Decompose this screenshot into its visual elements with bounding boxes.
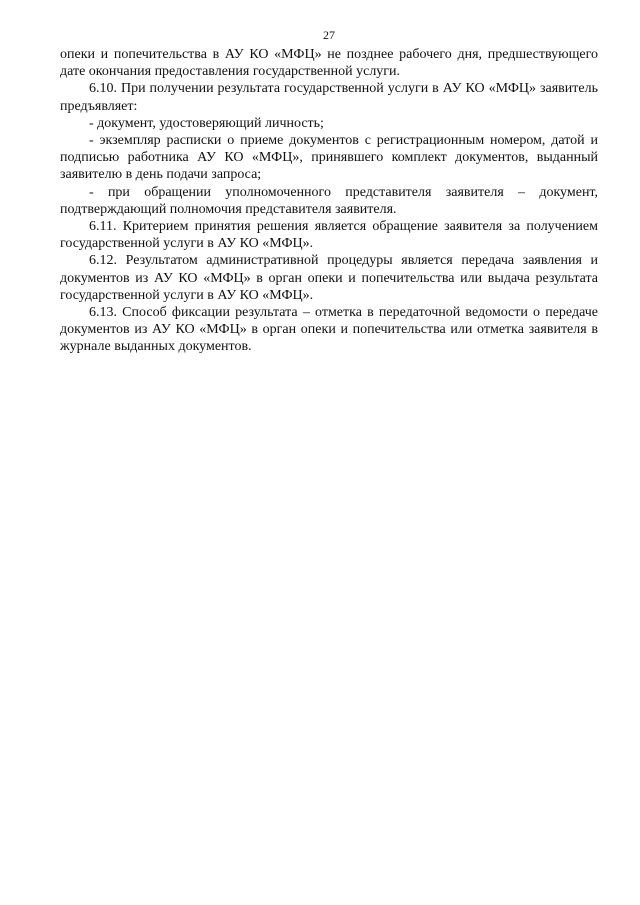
list-item-identity-document: - документ, удостоверяющий личность; bbox=[89, 115, 324, 131]
page-number: 27 bbox=[323, 28, 335, 42]
list-item-receipt-copy: - экземпляр расписки о приеме документов с регистрационным номером, датой и подписью работника АУ КО «МФЦ», принявшего комплект документов, выданный заявителю в день подачи запроса; bbox=[60, 133, 598, 183]
document-page bbox=[60, 28, 598, 356]
list-item-representative-authority: - при обращении уполномоченного представителя заявителя – документ, подтверждающий полномочия представителя заявителя. bbox=[60, 184, 598, 217]
paragraph-6-11: 6.11. Критерием принятия решения является обращение заявителя за получением государственной услуги в АУ КО «МФЦ». bbox=[60, 219, 598, 252]
paragraph-continuation: опеки и попечительства в АУ КО «МФЦ» не позднее рабочего дня, предшествующего дате окончания предоставления государственной услуги. bbox=[60, 47, 598, 80]
paragraph-6-13: 6.13. Способ фиксации результата – отметка в передаточной ведомости о передаче документов из АУ КО «МФЦ» в орган опеки и попечительства или отметка заявителя в журнале выданных документов. bbox=[60, 305, 598, 355]
paragraph-6-10: 6.10. При получении результата государственной услуги в АУ КО «МФЦ» заявитель предъявляет: bbox=[60, 81, 598, 114]
paragraph-6-12: 6.12. Результатом административной процедуры является передача заявления и документов из АУ КО «МФЦ» в орган опеки и попечительства или выдача результата государственной услуги в АУ КО «МФЦ». bbox=[60, 253, 598, 303]
